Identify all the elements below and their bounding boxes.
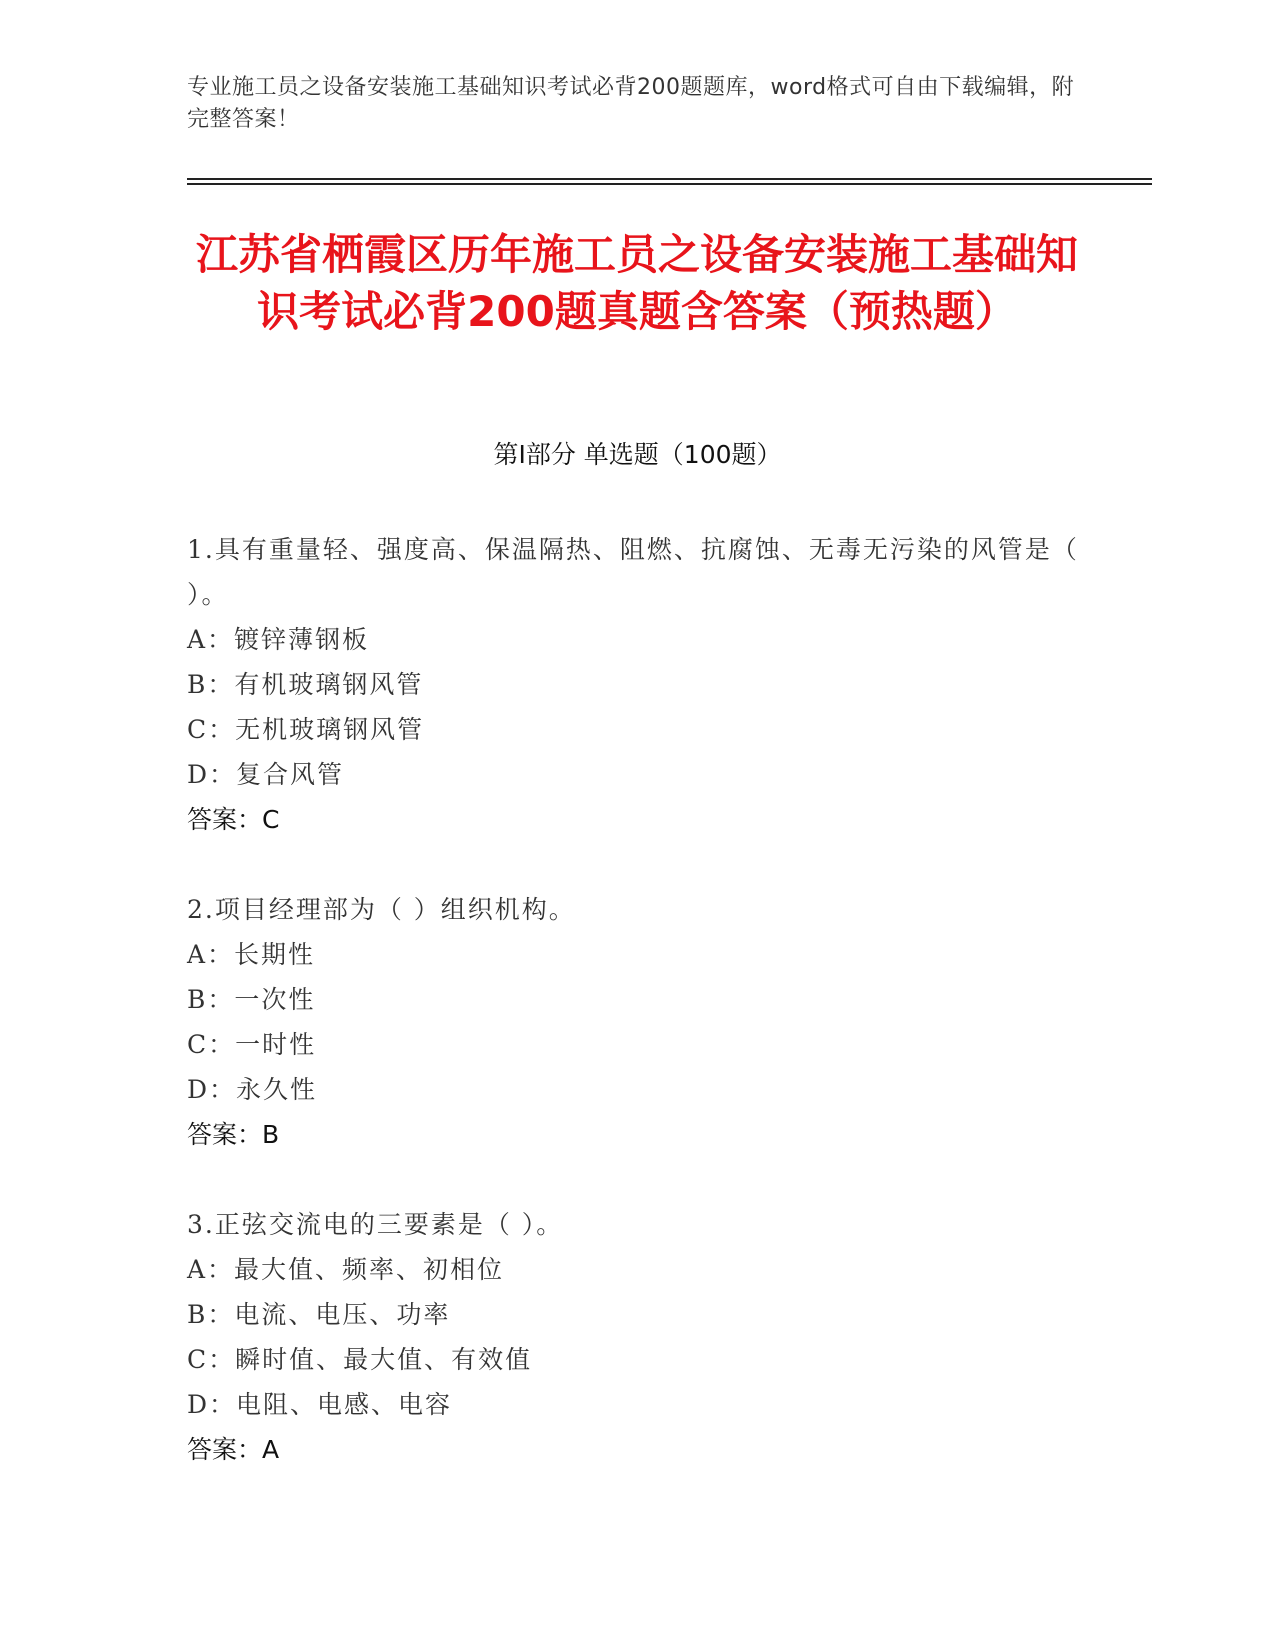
- option-a: A：最大值、频率、初相位: [187, 1255, 505, 1284]
- question-1: [187, 527, 1087, 842]
- option-c: C：一时性: [187, 1030, 317, 1059]
- answer: 答案：C: [187, 805, 280, 834]
- option-c: C：瞬时值、最大值、有效值: [187, 1345, 533, 1374]
- option-b: B：电流、电压、功率: [187, 1300, 451, 1329]
- header-divider-bottom: [187, 183, 1152, 185]
- question-3: [187, 1202, 1087, 1472]
- option-d: D：电阻、电感、电容: [187, 1390, 453, 1419]
- question-stem: 1.具有重量轻、强度高、保温隔热、阻燃、抗腐蚀、无毒无污染的风管是（ ）。: [187, 535, 1079, 609]
- option-a: A：长期性: [187, 940, 316, 969]
- header-note: 专业施工员之设备安装施工基础知识考试必背200题题库，word格式可自由下载编辑，附完整答案！: [187, 75, 1075, 132]
- question-stem: 3.正弦交流电的三要素是（ ）。: [187, 1210, 564, 1239]
- header-divider-top: [187, 178, 1152, 180]
- question-stem: 2.项目经理部为（ ）组织机构。: [187, 895, 576, 924]
- answer: 答案：A: [187, 1435, 280, 1464]
- answer: 答案：B: [187, 1120, 280, 1149]
- question-list: [187, 527, 1087, 1517]
- option-d: D：复合风管: [187, 760, 345, 789]
- section-title: 第I部分 单选题（100题）: [493, 440, 782, 469]
- option-b: B：一次性: [187, 985, 316, 1014]
- option-a: A：镀锌薄钢板: [187, 625, 370, 654]
- option-b: B：有机玻璃钢风管: [187, 670, 424, 699]
- question-2: [187, 887, 1087, 1157]
- option-c: C：无机玻璃钢风管: [187, 715, 425, 744]
- option-d: D：永久性: [187, 1075, 318, 1104]
- document-title: 江苏省栖霞区历年施工员之设备安装施工基础知识考试必背200题真题含答案（预热题）: [195, 230, 1078, 336]
